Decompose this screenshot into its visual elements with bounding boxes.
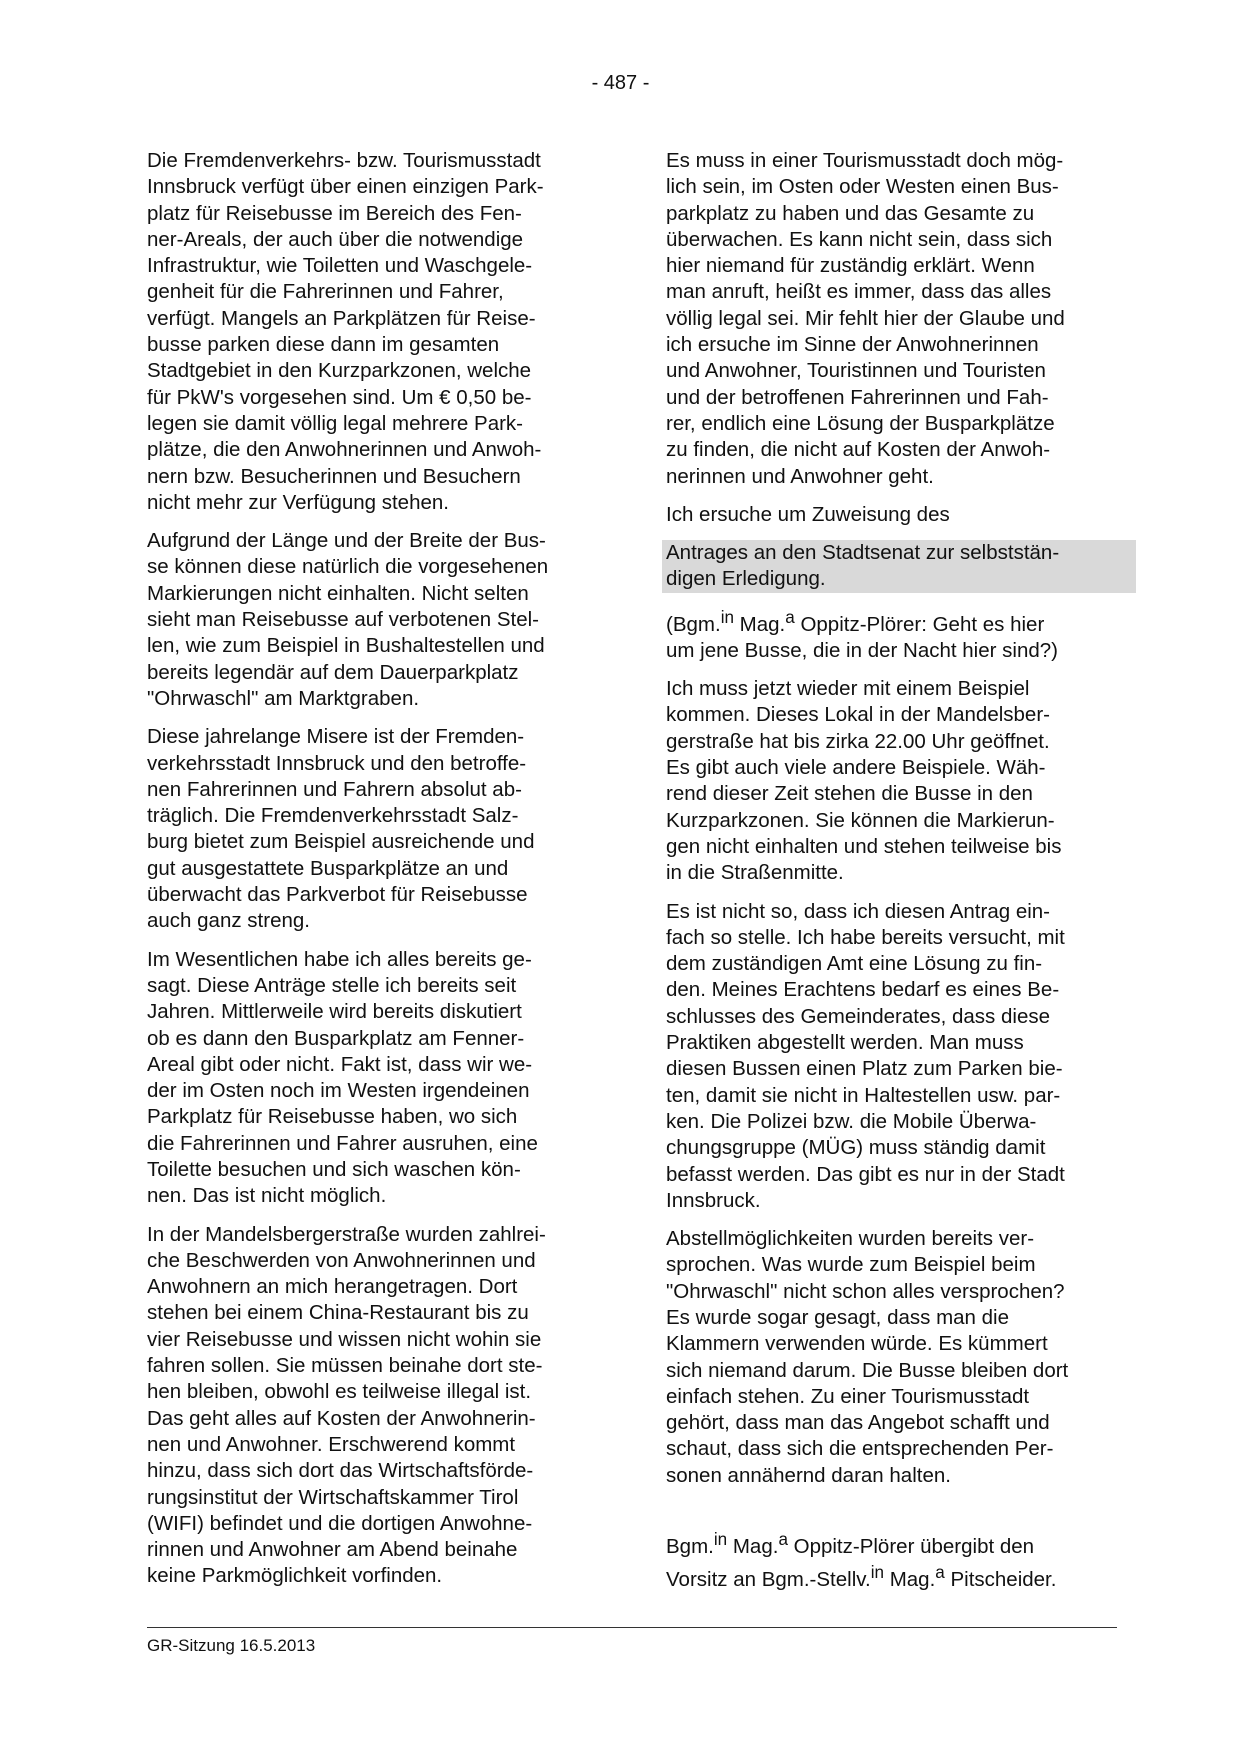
closing-text: Oppitz-Plörer übergibt den Vorsitz an Bgm.-Stellv.: [666, 1534, 1035, 1592]
paragraph: In der Mandelsbergerstraße wurden zahlrei- che Beschwerden von Anwohnerinnen und Anwohnern an mich herangetragen. Dort stehen bei einem China-Restaurant bis zu vier Reisebusse und wissen nicht wohin sie fahren sollen. Sie müssen beinahe dort ste- hen bleiben, obwohl es teilweise illegal ist. Das geht alles auf Kosten der Anwohnerin- nen und Anwohner. Erschwerend kommt hinzu, dass sich dort das Wirtschaftsförde- rungsinstitut der Wirtschaftskammer Tirol (WIFI) befindet und die dortigen Anwohne- rinnen und Anwohner am Abend beinahe keine Parkmöglichkeit vorfinden.: [147, 1222, 546, 1588]
paragraph: Aufgrund der Länge und der Breite der Bus- se können diese natürlich die vorgesehenen Markierungen nicht einhalten. Nicht selten sieht man Reisebusse auf verbotenen Stel- len, wie zum Beispiel in Bushaltestellen und bereits legendär auf dem Dauerparkplatz "Ohrwaschl" am Marktgraben.: [147, 529, 549, 710]
paragraph: Diese jahrelange Misere ist der Fremden- verkehrsstadt Innsbruck und den betroffe- nen Fahrerinnen und Fahrern absolut ab- träglich. Die Fremdenverkehrsstadt Salz- burg bietet zum Beispiel ausreichende und gut ausgestattete Busparkplätze an und überwacht das Parkverbot für Reisebusse auch ganz streng.: [147, 725, 535, 933]
paragraph: Die Fremdenverkehrs- bzw. Tourismusstadt Innsbruck verfügt über einen einzigen Park- platz für Reisebusse im Bereich des Fen- ner-Areals, der auch über die notwendige Infrastruktur, wie Toiletten und Waschgele- genheit für die Fahrerinnen und Fahrer, verfügt. Mangels an Parkplätzen für Reise- busse parken diese dann im gesamten Stadtgebiet in den Kurzparkzonen, welche für PkW's vorgesehen sind. Um € 0,50 be- legen sie damit völlig legal mehrere Park- plätze, die den Anwohnerinnen und Anwoh- nern bzw. Besucherinnen und Besuchern nicht mehr zur Verfügung stehen.: [147, 149, 544, 514]
superscript: a: [785, 607, 795, 627]
superscript: in: [713, 1530, 728, 1549]
paragraph: Ich muss jetzt wieder mit einem Beispiel kommen. Dieses Lokal in der Mandelsber- gerstraße hat bis zirka 22.00 Uhr geöffnet. Es gibt auch viele andere Beispiele. Wäh- rend dieser Zeit stehen die Busse in den Kurzparkzonen. Sie können die Markierun- gen nicht einhalten und stehen teilweise bis in die Straßenmitte.: [666, 677, 1062, 885]
superscript: in: [720, 607, 734, 627]
closing-statement: [666, 1527, 1136, 1594]
superscript: a: [935, 1563, 945, 1583]
motion-highlight: Antrages an den Stadtsenat zur selbststän- digen Erledigung.: [662, 540, 1136, 593]
superscript: in: [870, 1563, 884, 1583]
closing-text: Mag.: [727, 1534, 779, 1558]
paragraph: Ich ersuche um Zuweisung des: [666, 502, 950, 526]
page-number: - 487 -: [591, 72, 650, 94]
paragraph: Im Wesentlichen habe ich alles bereits ge- sagt. Diese Anträge stelle ich bereits seit Jahren. Mittlerweile wird bereits diskutiert ob es dann den Busparkplatz am Fenner- Areal gibt oder nicht. Fakt ist, dass wir we- der im Osten noch im Westen irgendeinen Parkplatz für Reisebusse haben, wo sich die Fahrerinnen und Fahrer ausruhen, eine Toilette besuchen und sich waschen kön- nen. Das ist nicht möglich.: [147, 947, 538, 1208]
interjection: [666, 605, 1126, 664]
footer-text: GR-Sitzung 16.5.2013: [147, 1636, 316, 1655]
interjection-text: Oppitz-Plörer: Geht es hier um jene Busse, die in der Nacht hier sind?): [666, 612, 1058, 662]
interjection-text: Mag.: [733, 612, 786, 636]
paragraph: Es muss in einer Tourismusstadt doch mög- lich sein, im Osten oder Westen einen Bus- parkplatz zu haben und das Gesamte zu überwachen. Es kann nicht sein, dass sich hier niemand für zuständig erklärt. Wenn man anruft, heißt es immer, dass das alles völlig legal sei. Mir fehlt hier der Glaube und ich ersuche im Sinne der Anwohnerinnen und Anwohner, Touristinnen und Touristen und der betroffenen Fahrerinnen und Fah- rer, endlich eine Lösung der Busparkplätze zu finden, die nicht auf Kosten der Anwoh- nerinnen und Anwohner geht.: [666, 149, 1065, 488]
superscript: a: [778, 1530, 788, 1549]
closing-text: Bgm.: [666, 1534, 714, 1558]
interjection-text: (Bgm.: [666, 612, 721, 636]
footer-divider: [147, 1627, 1117, 1628]
paragraph: Abstellmöglichkeiten wurden bereits ver- sprochen. Was wurde zum Beispiel beim "Ohrwaschl" nicht schon alles versprochen? Es wurde sogar gesagt, dass man die Klammern verwenden würde. Es kümmert sich niemand darum. Die Busse bleiben dort einfach stehen. Zu einer Tourismusstadt gehört, dass man das Angebot schafft und schaut, dass sich die entsprechenden Per- sonen annähernd daran halten.: [666, 1227, 1069, 1487]
closing-text: Pitscheider.: [944, 1568, 1057, 1592]
right-column: [666, 148, 1126, 1501]
left-column: [147, 148, 592, 1602]
paragraph: Es ist nicht so, dass ich diesen Antrag ein- fach so stelle. Ich habe bereits versucht, mit dem zuständigen Amt eine Lösung zu fin- den. Meines Erachtens bedarf es eines Be- schlusses des Gemeinderates, dass diese Praktiken abgestellt werden. Man muss diesen Bussen einen Platz zum Parken bie- ten, damit sie nicht in Haltestellen usw. par- ken. Die Polizei bzw. die Mobile Überwa- chungsgruppe (MÜG) muss ständig damit befasst werden. Das gibt es nur in der Stadt Innsbruck.: [666, 899, 1065, 1212]
closing-text: Mag.: [884, 1568, 936, 1592]
